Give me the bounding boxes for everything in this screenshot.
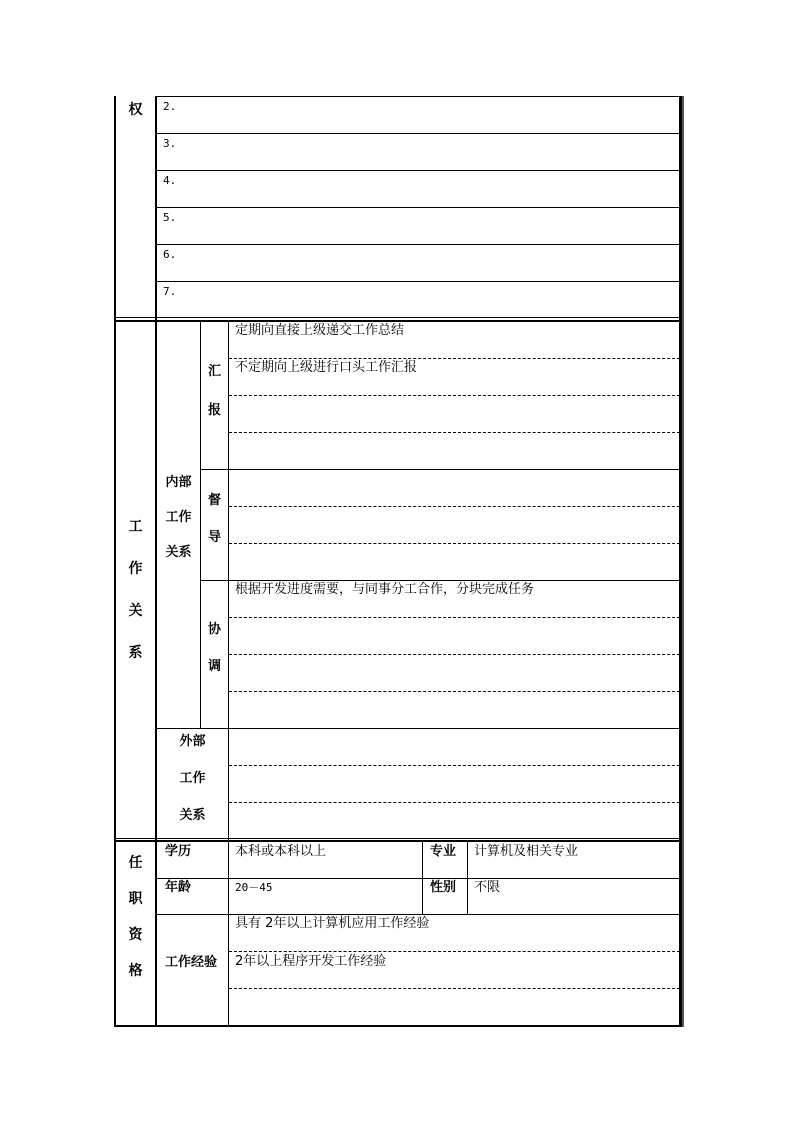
authority-row-divider <box>157 207 680 208</box>
authority-item: 7. <box>163 285 177 298</box>
age-value: 20－45 <box>235 881 273 894</box>
coordinate-label-char: 调 <box>207 659 221 674</box>
section-divider <box>114 840 682 842</box>
external-relations-label-line: 工作 <box>179 771 206 786</box>
coordinate-line: 根据开发进度需要，与同事分工合作，分块完成任务 <box>235 582 535 597</box>
report-label-char: 报 <box>207 403 221 418</box>
major-value: 计算机及相关专业 <box>474 844 579 859</box>
qualifications-label-char: 任 <box>128 855 143 871</box>
frame-top-border <box>156 96 681 97</box>
gender-value: 不限 <box>474 880 501 895</box>
education-label: 学历 <box>165 844 192 859</box>
dashed-rule <box>229 802 680 803</box>
dashed-rule <box>229 506 680 507</box>
authority-row-divider <box>157 281 680 282</box>
experience-line: 具有 2年以上计算机应用工作经验 <box>235 916 430 931</box>
education-value: 本科或本科以上 <box>235 844 327 859</box>
external-relations-label-line: 外部 <box>179 734 206 749</box>
qualifications-label-char: 职 <box>128 891 143 907</box>
dashed-rule <box>229 617 680 618</box>
experience-label: 工作经验 <box>165 955 218 970</box>
authority-item: 6. <box>163 248 177 261</box>
work-relations-label-char: 关 <box>128 603 143 619</box>
authority-row-divider <box>157 133 680 134</box>
gender-label: 性别 <box>430 880 457 895</box>
supervise-label-char: 导 <box>207 530 221 545</box>
dashed-rule <box>229 654 680 655</box>
dashed-rule <box>229 691 680 692</box>
section-divider <box>114 317 682 318</box>
authority-item: 5. <box>163 211 177 224</box>
report-label-char: 汇 <box>207 364 221 379</box>
authority-row-divider <box>157 170 680 171</box>
section-divider <box>114 838 682 839</box>
work-relations-label-char: 系 <box>128 645 143 661</box>
major-label: 专业 <box>430 844 457 859</box>
frame-bottom-border <box>114 1025 682 1027</box>
coordinate-label-char: 协 <box>207 622 221 637</box>
dashed-rule <box>229 988 680 989</box>
work-relations-label-char: 作 <box>128 561 143 577</box>
external-relations-label <box>157 730 228 823</box>
dashed-rule <box>229 395 680 396</box>
authority-row-divider <box>157 244 680 245</box>
dashed-rule <box>229 951 680 952</box>
qualifications-label <box>116 852 155 980</box>
authority-item: 2. <box>163 100 177 113</box>
internal-relations-label-line: 工作 <box>165 510 192 525</box>
category-label-divider <box>228 322 229 1025</box>
subsection-divider <box>200 469 680 470</box>
experience-line: 2年以上程序开发工作经验 <box>235 954 387 969</box>
report-label <box>201 360 228 418</box>
authority-label <box>116 99 155 119</box>
dashed-rule <box>229 543 680 544</box>
report-line: 不定期向上级进行口头工作汇报 <box>235 360 418 375</box>
authority-label-text: 权 <box>128 102 143 118</box>
subsection-divider <box>157 728 680 729</box>
external-relations-label-line: 关系 <box>179 808 206 823</box>
work-relations-label <box>116 516 155 662</box>
internal-relations-label <box>157 471 200 560</box>
internal-relations-label-line: 关系 <box>165 545 192 560</box>
internal-relations-label-line: 内部 <box>165 475 192 490</box>
frame-label-column-divider <box>155 96 157 1027</box>
frame-right-shadow <box>682 96 684 1027</box>
qualifications-label-char: 格 <box>128 963 143 979</box>
dashed-rule <box>229 432 680 433</box>
report-line: 定期向直接上级递交工作总结 <box>235 323 405 338</box>
dashed-rule <box>229 765 680 766</box>
authority-item: 4. <box>163 174 177 187</box>
work-relations-label-char: 工 <box>128 519 143 535</box>
authority-item: 3. <box>163 137 177 150</box>
supervise-label-char: 督 <box>207 493 221 508</box>
supervise-label <box>201 489 228 545</box>
qualifications-label-char: 资 <box>128 927 143 943</box>
coordinate-label <box>201 618 228 674</box>
age-label: 年龄 <box>165 880 192 895</box>
